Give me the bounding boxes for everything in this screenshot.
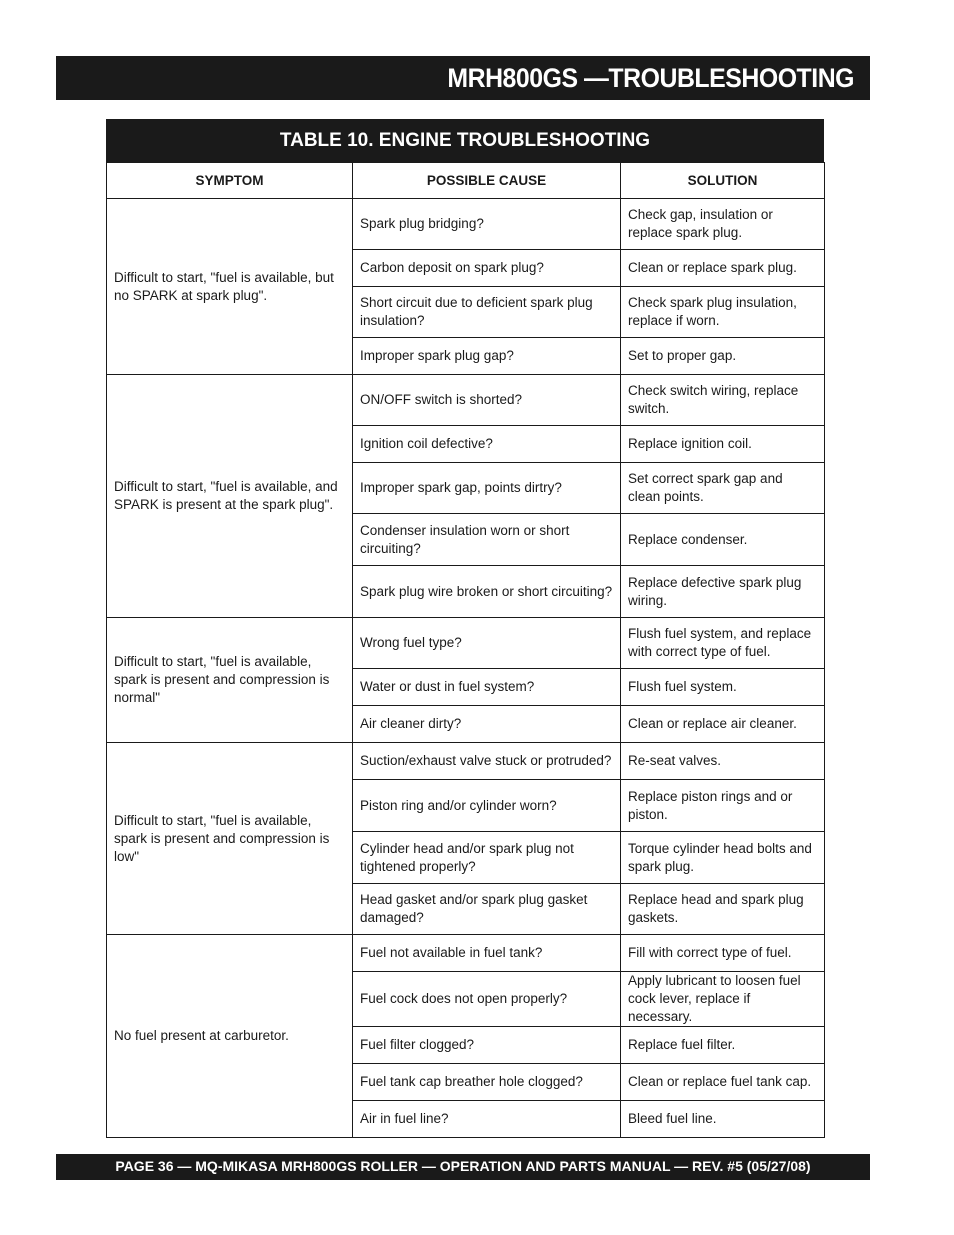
symptom-cell: Difficult to start, "fuel is available, spark is present and compression is normal" (107, 618, 353, 743)
table-title: TABLE 10. ENGINE TROUBLESHOOTING (106, 119, 824, 162)
table-row (107, 743, 825, 780)
cause-cell: ON/OFF switch is shorted? (353, 375, 621, 426)
symptom-cell: Difficult to start, "fuel is available, but no SPARK at spark plug". (107, 199, 353, 375)
solution-cell: Replace condenser. (621, 514, 825, 566)
table-row (107, 375, 825, 426)
solution-cell: Replace defective spark plug wiring. (621, 566, 825, 618)
symptom-cell: Difficult to start, "fuel is available, and SPARK is present at the spark plug". (107, 375, 353, 618)
engine-troubleshooting-table (106, 119, 824, 1138)
table-row (107, 935, 825, 972)
cause-cell: Water or dust in fuel system? (353, 669, 621, 706)
page-footer: PAGE 36 — MQ-MIKASA MRH800GS ROLLER — OPERATION AND PARTS MANUAL — REV. #5 (05/27/08) (56, 1154, 870, 1180)
solution-cell: Clean or replace air cleaner. (621, 706, 825, 743)
solution-cell: Check switch wiring, replace switch. (621, 375, 825, 426)
cause-cell: Carbon deposit on spark plug? (353, 250, 621, 287)
solution-cell: Bleed fuel line. (621, 1101, 825, 1138)
solution-cell: Flush fuel system. (621, 669, 825, 706)
cause-cell: Spark plug wire broken or short circuiting? (353, 566, 621, 618)
solution-cell: Apply lubricant to loosen fuel cock lever, replace if necessary. (621, 972, 825, 1027)
symptom-cell: No fuel present at carburetor. (107, 935, 353, 1138)
cause-cell: Condenser insulation worn or short circuiting? (353, 514, 621, 566)
table-body (107, 199, 825, 1138)
cause-cell: Wrong fuel type? (353, 618, 621, 669)
cause-cell: Fuel filter clogged? (353, 1027, 621, 1064)
solution-cell: Clean or replace fuel tank cap. (621, 1064, 825, 1101)
cause-cell: Cylinder head and/or spark plug not tightened properly? (353, 832, 621, 884)
cause-cell: Spark plug bridging? (353, 199, 621, 250)
cause-cell: Air in fuel line? (353, 1101, 621, 1138)
table-row (107, 199, 825, 250)
solution-cell: Replace fuel filter. (621, 1027, 825, 1064)
cause-cell: Fuel not available in fuel tank? (353, 935, 621, 972)
header-row (107, 163, 825, 199)
solution-cell: Torque cylinder head bolts and spark plug. (621, 832, 825, 884)
cause-cell: Piston ring and/or cylinder worn? (353, 780, 621, 832)
solution-cell: Clean or replace spark plug. (621, 250, 825, 287)
page-header (56, 56, 870, 100)
solution-cell: Replace piston rings and or piston. (621, 780, 825, 832)
cause-cell: Ignition coil defective? (353, 426, 621, 463)
cause-cell: Fuel tank cap breather hole clogged? (353, 1064, 621, 1101)
column-header-possible-cause: POSSIBLE CAUSE (353, 163, 621, 199)
troubleshooting-grid (106, 162, 825, 1138)
solution-cell: Check spark plug insulation, replace if worn. (621, 287, 825, 338)
table-row (107, 618, 825, 669)
solution-cell: Set correct spark gap and clean points. (621, 463, 825, 514)
column-header-solution: SOLUTION (621, 163, 825, 199)
solution-cell: Fill with correct type of fuel. (621, 935, 825, 972)
cause-cell: Improper spark gap, points dirtry? (353, 463, 621, 514)
solution-cell: Replace head and spark plug gaskets. (621, 884, 825, 935)
cause-cell: Improper spark plug gap? (353, 338, 621, 375)
symptom-cell: Difficult to start, "fuel is available, spark is present and compression is low" (107, 743, 353, 935)
column-header-symptom: SYMPTOM (107, 163, 353, 199)
solution-cell: Check gap, insulation or replace spark plug. (621, 199, 825, 250)
solution-cell: Set to proper gap. (621, 338, 825, 375)
cause-cell: Fuel cock does not open properly? (353, 972, 621, 1027)
cause-cell: Air cleaner dirty? (353, 706, 621, 743)
page-title: MRH800GS —TROUBLESHOOTING (447, 63, 854, 93)
solution-cell: Re-seat valves. (621, 743, 825, 780)
cause-cell: Head gasket and/or spark plug gasket damaged? (353, 884, 621, 935)
solution-cell: Flush fuel system, and replace with correct type of fuel. (621, 618, 825, 669)
cause-cell: Short circuit due to deficient spark plug insulation? (353, 287, 621, 338)
cause-cell: Suction/exhaust valve stuck or protruded? (353, 743, 621, 780)
solution-cell: Replace ignition coil. (621, 426, 825, 463)
